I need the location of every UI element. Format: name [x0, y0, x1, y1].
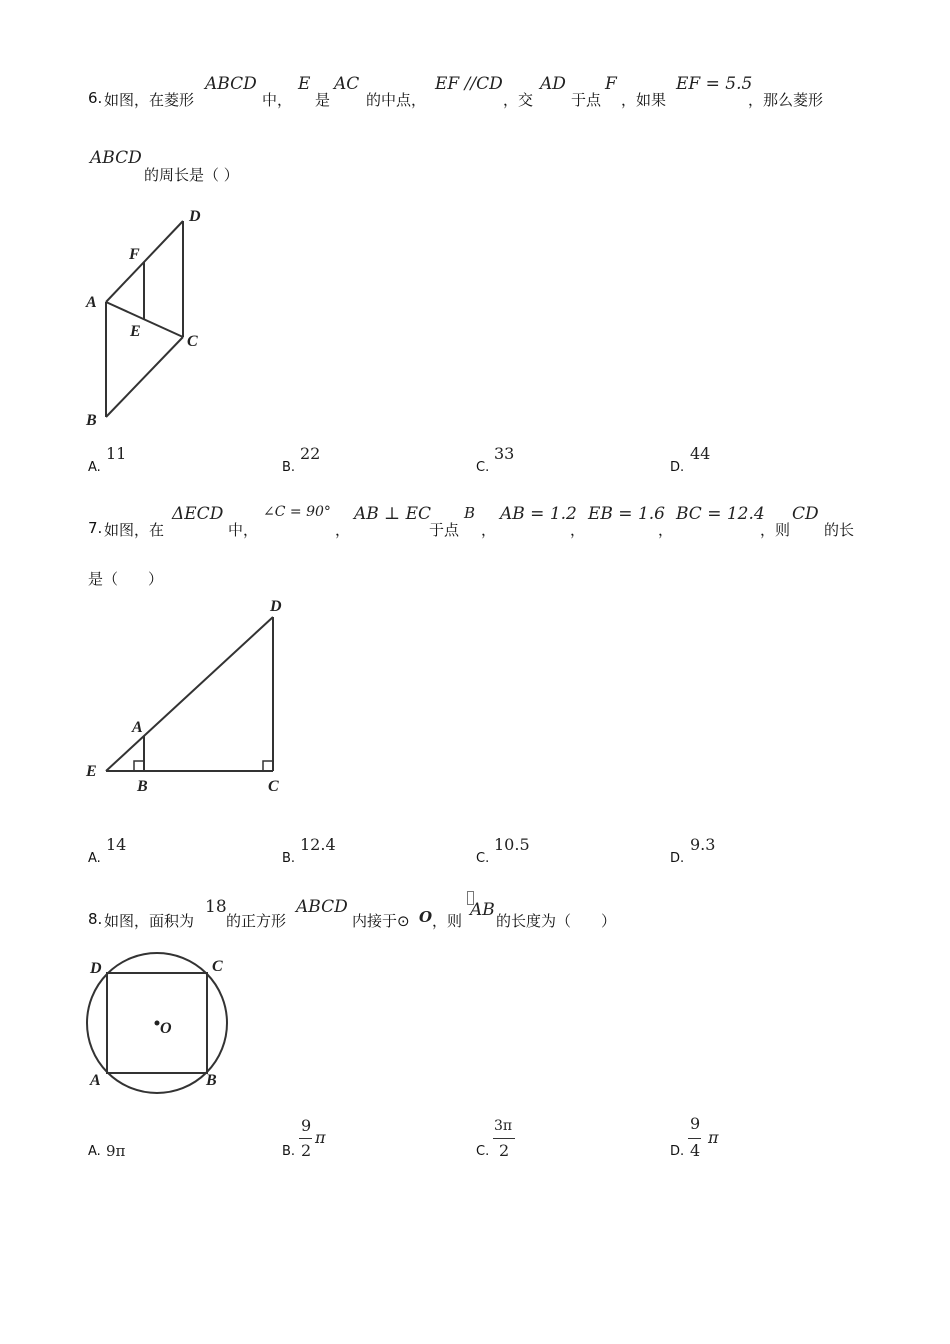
q6-text-4: 的中点， — [366, 91, 427, 109]
label-b: B — [206, 1072, 217, 1089]
q7-math-bc: BC = 12.4 — [676, 504, 765, 524]
q6-option-c-key[interactable]: C. — [476, 460, 490, 475]
q6-math-e: E — [298, 74, 311, 94]
q7-math-angle: ∠C = 90° — [263, 504, 331, 520]
q7-option-d-key[interactable]: D. — [670, 851, 685, 866]
q7-text-10: 是（ ） — [88, 570, 164, 588]
q6-text-6: 于点 — [571, 91, 602, 109]
label-f: F — [129, 246, 140, 263]
q6-text-5: ，交 — [503, 91, 534, 109]
q8-option-d-suffix: π — [708, 1128, 719, 1147]
q8-text-3: 内接于⊙ — [352, 912, 410, 930]
q6-math-abcd-2: ABCD — [90, 148, 142, 168]
q6-option-a-key[interactable]: A. — [88, 460, 101, 475]
q8-option-b-key[interactable]: B. — [282, 1144, 296, 1159]
q6-text-2: 中， — [262, 91, 293, 109]
q6-text-8: ，那么菱形 — [748, 91, 824, 109]
q6-option-c-value[interactable]: 33 — [494, 444, 515, 463]
q8-option-a-value[interactable]: 9π — [106, 1142, 126, 1160]
q6-number: 6. — [88, 89, 103, 107]
label-d: D — [90, 960, 102, 977]
q7-text-9: 的长 — [824, 521, 855, 539]
q6-math-ad: AD — [540, 74, 566, 94]
q8-math-abcd: ABCD — [296, 897, 348, 917]
fraction-bar — [688, 1138, 701, 1139]
q6-rhombus-figure — [80, 200, 220, 430]
q8-text-4: ，则 — [432, 912, 463, 930]
q8-option-c-key[interactable]: C. — [476, 1144, 490, 1159]
q8-option-d-denominator: 4 — [690, 1141, 701, 1160]
fraction-bar — [299, 1138, 312, 1139]
q6-math-ef-parallel-cd: EF //CD — [435, 74, 503, 94]
q7-option-c-key[interactable]: C. — [476, 851, 490, 866]
q7-option-d-value[interactable]: 9.3 — [690, 835, 716, 854]
q7-math-triangle: ΔECD — [172, 504, 224, 524]
q7-text-5: ， — [481, 521, 497, 539]
q8-option-b-denominator: 2 — [301, 1141, 312, 1160]
q7-option-b-value[interactable]: 12.4 — [300, 835, 336, 854]
q8-circle-figure — [80, 950, 240, 1095]
q8-text-2: 的正方形 — [226, 912, 287, 930]
q6-text-3: 是 — [315, 91, 331, 109]
label-a: A — [132, 719, 143, 736]
q7-math-cd: CD — [792, 504, 819, 524]
q8-number: 8. — [88, 910, 103, 928]
q8-option-b-suffix: π — [315, 1128, 326, 1147]
label-c: C — [187, 333, 198, 350]
q8-option-a-key[interactable]: A. — [88, 1144, 101, 1159]
q6-math-f: F — [605, 74, 617, 94]
q8-math-o: O — [419, 908, 433, 926]
label-a: A — [90, 1072, 101, 1089]
q7-math-eb: EB = 1.6 — [588, 504, 665, 524]
q8-option-d-key[interactable]: D. — [670, 1144, 685, 1159]
q7-text-4: 于点 — [429, 521, 460, 539]
label-c: C — [212, 958, 223, 975]
q6-option-d-value[interactable]: 44 — [690, 444, 711, 463]
q6-option-d-key[interactable]: D. — [670, 460, 685, 475]
q7-option-c-value[interactable]: 10.5 — [494, 835, 530, 854]
q6-text-9: 的周长是（ ） — [144, 166, 239, 184]
q6-math-ef-value: EF = 5.5 — [676, 74, 753, 94]
q7-text-7: ， — [658, 521, 674, 539]
q8-option-d-numerator: 9 — [690, 1114, 701, 1133]
label-e: E — [86, 763, 97, 780]
label-c: C — [268, 778, 279, 795]
q7-math-perp: AB ⊥ EC — [354, 504, 431, 524]
q8-text-1: 如图，面积为 — [104, 912, 195, 930]
q7-text-6: ， — [570, 521, 586, 539]
center-point-o — [155, 1021, 160, 1026]
q7-text-8: ，则 — [760, 521, 791, 539]
right-angle-mark-c — [263, 761, 273, 771]
q7-math-ab: AB = 1.2 — [500, 504, 577, 524]
q6-option-b-value[interactable]: 22 — [300, 444, 321, 463]
q7-option-a-key[interactable]: A. — [88, 851, 101, 866]
q7-text-3: ， — [335, 521, 351, 539]
q7-text-2: 中， — [228, 521, 259, 539]
label-b: B — [86, 412, 97, 429]
q6-math-ac: AC — [334, 74, 360, 94]
q7-option-b-key[interactable]: B. — [282, 851, 296, 866]
q8-text-5: 的长度为（ ） — [496, 912, 617, 930]
fraction-bar — [493, 1138, 515, 1139]
label-o: O — [160, 1020, 172, 1037]
q7-math-b: B — [464, 504, 476, 522]
label-b: B — [137, 778, 148, 795]
label-d: D — [189, 208, 201, 225]
label-a: A — [86, 294, 97, 311]
q8-option-c-numerator: 3π — [494, 1118, 513, 1134]
q6-option-a-value[interactable]: 11 — [106, 444, 127, 463]
q8-option-b-numerator: 9 — [301, 1116, 312, 1135]
q8-math-arc-ab: AB — [470, 900, 495, 920]
right-angle-mark-b — [134, 761, 144, 771]
q8-option-c-denominator: 2 — [499, 1141, 510, 1160]
q6-math-abcd: ABCD — [205, 74, 257, 94]
q7-number: 7. — [88, 519, 103, 537]
q6-text-1: 如图，在菱形 — [104, 91, 195, 109]
q7-text-1: 如图，在 — [104, 521, 165, 539]
q6-option-b-key[interactable]: B. — [282, 460, 296, 475]
label-e: E — [130, 323, 141, 340]
q6-text-7: ，如果 — [621, 91, 667, 109]
q8-math-18: 18 — [205, 897, 227, 917]
q7-option-a-value[interactable]: 14 — [106, 835, 127, 854]
segment-ed — [106, 617, 273, 771]
segment-cb — [106, 337, 183, 417]
q7-triangle-figure — [80, 595, 300, 795]
label-d: D — [270, 598, 282, 615]
